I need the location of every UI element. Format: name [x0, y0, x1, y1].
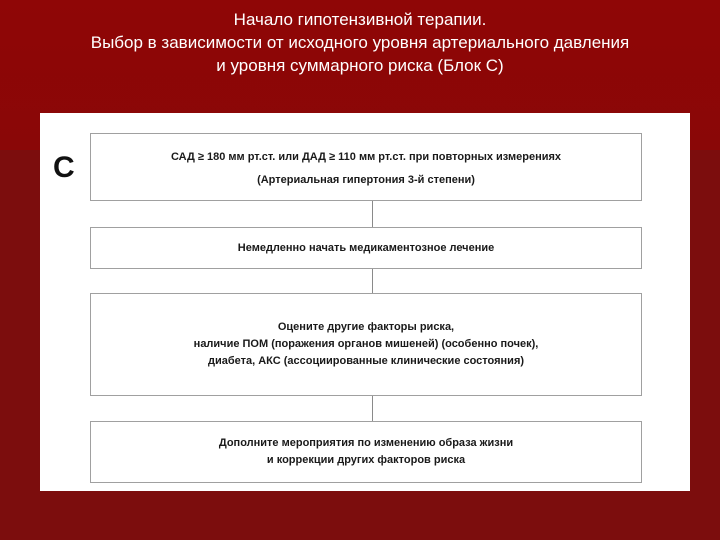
flowchart-panel — [40, 113, 690, 491]
flow-box-bp-criteria — [90, 133, 642, 201]
flow-box-text: САД ≥ 180 мм рт.ст. или ДАД ≥ 110 мм рт.ст. при повторных измерениях — [170, 151, 562, 163]
flow-box-text: и коррекции других факторов риска — [266, 454, 466, 466]
flow-box-lifestyle — [90, 421, 642, 483]
connector-line — [372, 396, 373, 421]
flow-box-text: Оцените другие факторы риска, — [277, 321, 455, 333]
slide-title — [20, 8, 700, 77]
flow-box-text: диабета, АКС (ассоциированные клинические состояния) — [207, 355, 525, 367]
flow-box-text: (Артериальная гипертония 3-й степени) — [257, 174, 475, 186]
flow-box-text: Дополните мероприятия по изменению образа жизни — [218, 437, 514, 449]
title-line-3: и уровня суммарного риска (Блок С) — [216, 56, 504, 75]
block-letter: С — [53, 151, 75, 184]
title-line-2: Выбор в зависимости от исходного уровня артериального давления — [90, 33, 630, 52]
flow-box-risk-factors — [90, 293, 642, 396]
flow-box-start-treatment — [90, 227, 642, 269]
connector-line — [372, 201, 373, 227]
flow-box-text: Немедленно начать медикаментозное лечение — [237, 241, 495, 254]
connector-line — [372, 269, 373, 293]
title-line-1: Начало гипотензивной терапии. — [233, 10, 487, 29]
flow-box-text: наличие ПОМ (поражения органов мишеней) (особенно почек), — [193, 338, 539, 350]
